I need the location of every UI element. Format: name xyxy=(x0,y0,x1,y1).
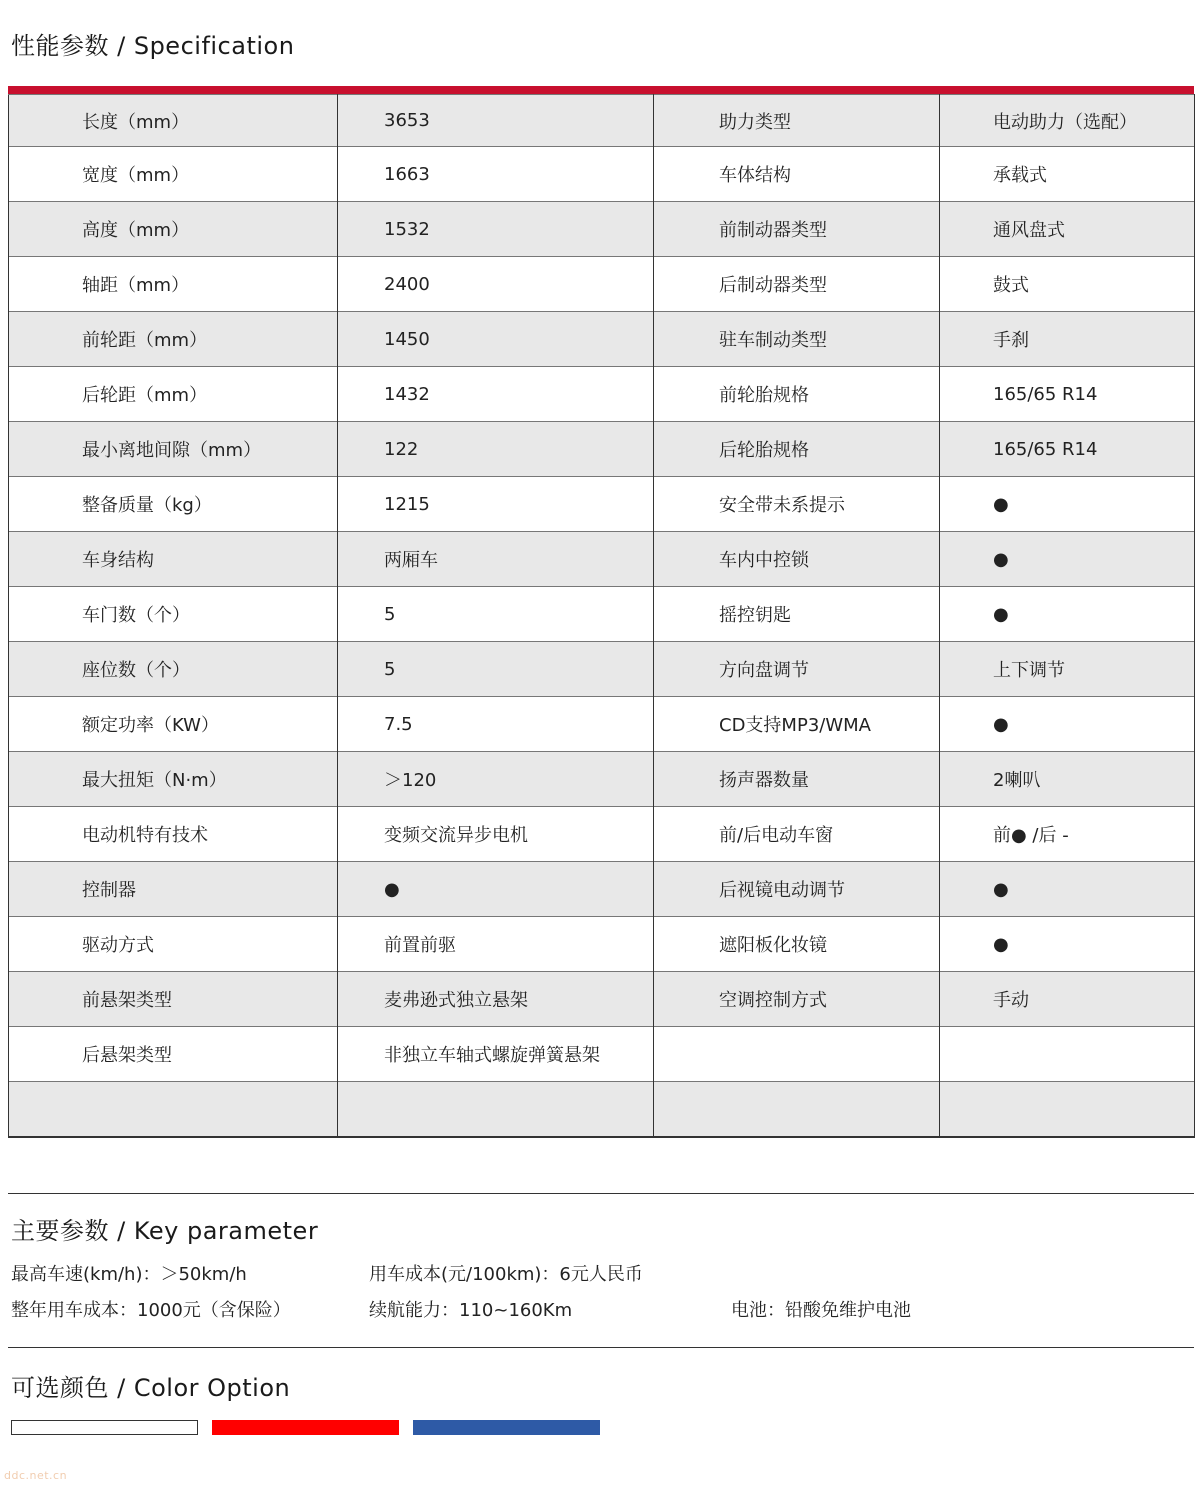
spec-value-cell: 1432 xyxy=(338,367,654,422)
spec-value-cell: 165/65 R14 xyxy=(940,422,1195,477)
spec-value-cell: 两厢车 xyxy=(338,532,654,587)
spec-value-cell: ● xyxy=(940,917,1195,972)
spec-label-cell: 宽度（mm） xyxy=(9,147,338,202)
spec-label-cell xyxy=(9,1082,338,1137)
spec-value-cell: 3653 xyxy=(338,95,654,147)
range-text: 续航能力：110~160Km xyxy=(369,1300,573,1321)
spec-row xyxy=(9,807,1195,862)
color-section-title: 可选颜色 / Color Option xyxy=(11,1374,291,1402)
spec-row xyxy=(9,917,1195,972)
spec-row xyxy=(9,147,1195,202)
spec-row xyxy=(9,477,1195,532)
spec-value-cell: 5 xyxy=(338,642,654,697)
watermark-text: ddc.net.cn xyxy=(4,1469,68,1482)
spec-label-cell: 前/后电动车窗 xyxy=(654,807,940,862)
spec-value-cell: 非独立车轴式螺旋弹簧悬架 xyxy=(338,1027,654,1082)
spec-row xyxy=(9,257,1195,312)
spec-label-cell: 高度（mm） xyxy=(9,202,338,257)
spec-row xyxy=(9,95,1195,147)
spec-label-cell: 前轮胎规格 xyxy=(654,367,940,422)
spec-row xyxy=(9,587,1195,642)
spec-label-cell: 扬声器数量 xyxy=(654,752,940,807)
spec-row xyxy=(9,862,1195,917)
spec-value-cell: 手动 xyxy=(940,972,1195,1027)
spec-value-cell: ● xyxy=(940,862,1195,917)
spec-row xyxy=(9,202,1195,257)
spec-value-cell: ● xyxy=(940,532,1195,587)
spec-section-title: 性能参数 / Specification xyxy=(11,32,295,60)
spec-value-cell: 2400 xyxy=(338,257,654,312)
spec-label-cell: 摇控钥匙 xyxy=(654,587,940,642)
spec-label-cell: 前制动器类型 xyxy=(654,202,940,257)
spec-label-cell: 车内中控锁 xyxy=(654,532,940,587)
spec-row xyxy=(9,752,1195,807)
spec-value-cell: 2喇叭 xyxy=(940,752,1195,807)
spec-value-cell xyxy=(940,1082,1195,1137)
spec-label-cell: 车身结构 xyxy=(9,532,338,587)
spec-label-cell: 车体结构 xyxy=(654,147,940,202)
spec-row xyxy=(9,642,1195,697)
spec-label-cell: 安全带未系提示 xyxy=(654,477,940,532)
spec-value-cell: 承载式 xyxy=(940,147,1195,202)
spec-label-cell: 驻车制动类型 xyxy=(654,312,940,367)
spec-row xyxy=(9,1082,1195,1137)
spec-value-cell: 1663 xyxy=(338,147,654,202)
color-swatch-blue xyxy=(413,1420,600,1435)
spec-label-cell: 方向盘调节 xyxy=(654,642,940,697)
spec-value-cell: 前● /后 - xyxy=(940,807,1195,862)
spec-value-cell: 变频交流异步电机 xyxy=(338,807,654,862)
key-section-title: 主要参数 / Key parameter xyxy=(11,1217,319,1245)
spec-value-cell: 前置前驱 xyxy=(338,917,654,972)
spec-label-cell: 后轮距（mm） xyxy=(9,367,338,422)
spec-value-cell: 165/65 R14 xyxy=(940,367,1195,422)
spec-row xyxy=(9,532,1195,587)
spec-label-cell: 电动机特有技术 xyxy=(9,807,338,862)
spec-value-cell: ● xyxy=(940,587,1195,642)
spec-label-cell: 助力类型 xyxy=(654,95,940,147)
spec-label-cell: 最大扭矩（N·m） xyxy=(9,752,338,807)
spec-value-cell: 122 xyxy=(338,422,654,477)
divider-rule xyxy=(8,1193,1194,1194)
spec-value-cell: 1532 xyxy=(338,202,654,257)
spec-label-cell xyxy=(654,1027,940,1082)
spec-header-bar xyxy=(8,86,1194,94)
spec-label-cell: 长度（mm） xyxy=(9,95,338,147)
spec-label-cell: CD支持MP3/WMA xyxy=(654,697,940,752)
spec-label-cell: 轴距（mm） xyxy=(9,257,338,312)
spec-label-cell: 空调控制方式 xyxy=(654,972,940,1027)
battery-text: 电池：铅酸免维护电池 xyxy=(731,1300,911,1321)
spec-row xyxy=(9,697,1195,752)
spec-label-cell: 遮阳板化妆镜 xyxy=(654,917,940,972)
spec-label-cell: 后悬架类型 xyxy=(9,1027,338,1082)
spec-value-cell: ● xyxy=(940,477,1195,532)
spec-label-cell: 后制动器类型 xyxy=(654,257,940,312)
spec-value-cell: ＞120 xyxy=(338,752,654,807)
spec-label-cell: 座位数（个） xyxy=(9,642,338,697)
spec-row xyxy=(9,312,1195,367)
spec-value-cell: 7.5 xyxy=(338,697,654,752)
color-swatch-red xyxy=(212,1420,399,1435)
spec-label-cell: 前悬架类型 xyxy=(9,972,338,1027)
spec-label-cell: 控制器 xyxy=(9,862,338,917)
spec-label-cell: 后轮胎规格 xyxy=(654,422,940,477)
spec-row xyxy=(9,367,1195,422)
spec-label-cell: 最小离地间隙（mm） xyxy=(9,422,338,477)
spec-label-cell: 后视镜电动调节 xyxy=(654,862,940,917)
spec-label-cell: 驱动方式 xyxy=(9,917,338,972)
spec-label-cell: 整备质量（kg） xyxy=(9,477,338,532)
spec-table xyxy=(8,94,1195,1138)
spec-label-cell xyxy=(654,1082,940,1137)
spec-row xyxy=(9,422,1195,477)
spec-value-cell: 手刹 xyxy=(940,312,1195,367)
spec-value-cell: 电动助力（选配） xyxy=(940,95,1195,147)
annual-cost-text: 整年用车成本：1000元（含保险） xyxy=(11,1300,291,1321)
spec-row xyxy=(9,1027,1195,1082)
spec-value-cell: ● xyxy=(338,862,654,917)
spec-label-cell: 前轮距（mm） xyxy=(9,312,338,367)
spec-label-cell: 车门数（个） xyxy=(9,587,338,642)
spec-value-cell xyxy=(940,1027,1195,1082)
spec-value-cell: 通风盘式 xyxy=(940,202,1195,257)
spec-value-cell: 1215 xyxy=(338,477,654,532)
top-speed-text: 最高车速(km/h)：＞50km/h xyxy=(11,1264,247,1285)
cost-per-100km-text: 用车成本(元/100km)：6元人民币 xyxy=(369,1264,643,1285)
spec-row xyxy=(9,972,1195,1027)
spec-value-cell: 5 xyxy=(338,587,654,642)
spec-value-cell: 麦弗逊式独立悬架 xyxy=(338,972,654,1027)
spec-value-cell xyxy=(338,1082,654,1137)
spec-value-cell: 鼓式 xyxy=(940,257,1195,312)
spec-label-cell: 额定功率（KW） xyxy=(9,697,338,752)
color-swatch-white xyxy=(11,1420,198,1435)
spec-value-cell: 上下调节 xyxy=(940,642,1195,697)
spec-value-cell: ● xyxy=(940,697,1195,752)
spec-value-cell: 1450 xyxy=(338,312,654,367)
divider-rule xyxy=(8,1347,1194,1348)
